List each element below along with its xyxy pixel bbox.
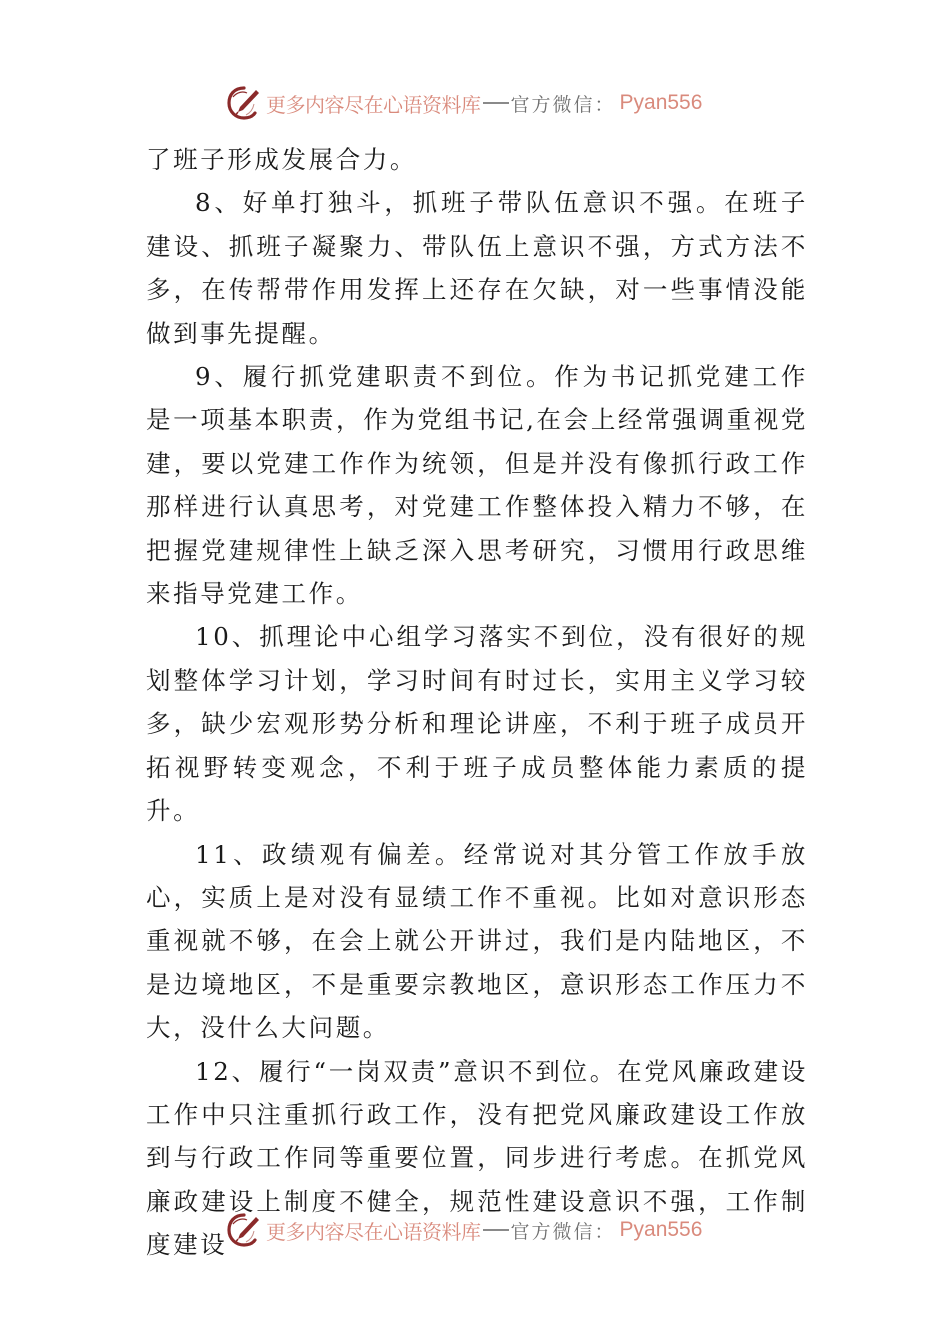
paragraph-item-11: 11、政绩观有偏差。经常说对其分管工作放手放心，实质上是对没有显绩工作不重视。比如对意识形态重视就不够，在会上就公开讲过，我们是内陆地区，不是边境地区，不是重要宗教地区，意识形态工作压力不大，没什么大问题。	[146, 839, 808, 1043]
paragraph-item-10: 10、抓理论中心组学习落实不到位，没有很好的规划整体学习计划，学习时间有时过长，实用主义学习较多，缺少宏观形势分析和理论讲座，不利于班子成员开拓视野转变观念，不利于班子成员整体能力素质的提升。	[146, 622, 808, 826]
wechat-id: Pyan556	[619, 91, 703, 114]
site-name-text: 更多内容尽在心语资料库	[266, 92, 481, 117]
wechat-id: Pyan556	[619, 1218, 703, 1241]
document-body	[146, 138, 808, 1267]
quill-pen-logo-icon	[226, 1212, 262, 1248]
paragraph-item-9: 9、履行抓党建职责不到位。作为书记抓党建工作是一项基本职责，作为党组书记,在会上经常强调重视党建，要以党建工作作为统领，但是并没有像抓行政工作那样进行认真思考，对党建工作整体投入精力不够，在把握党建规律性上缺乏深入思考研究，习惯用行政思维来指导党建工作。	[146, 362, 808, 609]
paragraph-item-8: 8、好单打独斗，抓班子带队伍意识不强。在班子建设、抓班子凝聚力、带队伍上意识不强，方式方法不多，在传帮带作用发挥上还存在欠缺，对一些事情没能做到事先提醒。	[146, 188, 808, 348]
paragraph-item-12: 12、履行“一岗双责”意识不到位。在党风廉政建设工作中只注重抓行政工作，没有把党风廉政建设工作放到与行政工作同等重要位置，同步进行考虑。在抓党风廉政建设上制度不健全，规范性建设意识不强，工作制度建设	[146, 1056, 808, 1260]
divider-dash	[483, 1229, 509, 1231]
header-banner	[226, 83, 702, 123]
site-name-text: 更多内容尽在心语资料库	[266, 1219, 481, 1244]
paragraph-continuation: 了班子形成发展合力。	[146, 145, 417, 174]
wechat-label: 官方微信：	[510, 93, 616, 116]
quill-pen-logo-icon	[226, 85, 262, 121]
wechat-label: 官方微信：	[510, 1220, 616, 1243]
divider-dash	[483, 102, 509, 104]
footer-banner	[226, 1210, 702, 1250]
